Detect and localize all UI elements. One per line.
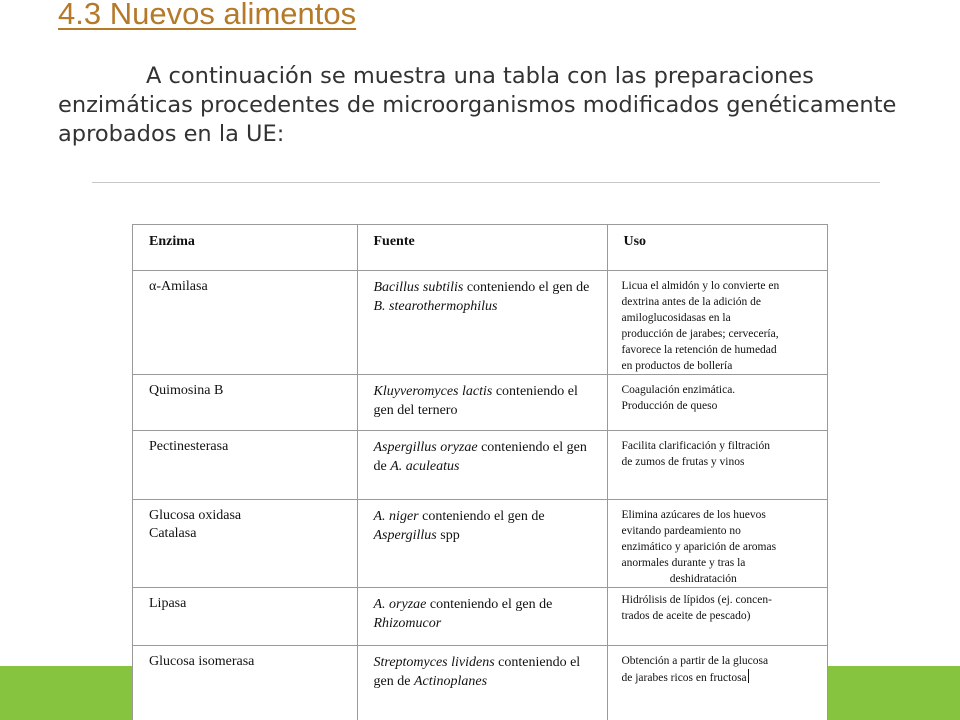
- table-header-row: [133, 225, 828, 270]
- use-line: en productos de bollería: [621, 359, 733, 372]
- source-gene: B. stearothermophilus: [373, 298, 498, 314]
- enzyme-cell: [133, 587, 357, 645]
- enzyme-name: Pectinesterasa: [149, 438, 229, 454]
- source-organism: Aspergillus oryzae: [373, 439, 478, 455]
- use-line: de zumos de frutas y vinos: [621, 455, 745, 468]
- table-row: [133, 374, 828, 430]
- use-line: evitando pardeamiento no: [621, 524, 741, 537]
- use-cell: [607, 270, 828, 374]
- divider-line: [92, 182, 880, 183]
- use-line: Hidrólisis de lípidos (ej. concen-: [621, 593, 772, 606]
- header-enzima: Enzima: [133, 225, 357, 270]
- use-line: anormales durante y tras la: [621, 556, 746, 569]
- enzyme-name: Lipasa: [149, 595, 187, 611]
- footer-accent-bar-left: [0, 666, 134, 720]
- enzyme-table: [133, 225, 828, 720]
- source-cell: [357, 270, 607, 374]
- enzyme-name: Quimosina B: [149, 382, 224, 398]
- source-cell: [357, 430, 607, 499]
- use-line: Coagulación enzimática.: [621, 383, 736, 396]
- use-cell: [607, 587, 828, 645]
- source-gene: Actinoplanes: [413, 673, 488, 689]
- source-cell: [357, 587, 607, 645]
- source-cell: [357, 645, 607, 720]
- use-line: producción de jarabes; cervecería,: [621, 327, 779, 340]
- use-line: Producción de queso: [621, 399, 718, 412]
- use-line: favorece la retención de humedad: [621, 343, 777, 356]
- use-line: [622, 669, 826, 686]
- table-row: [133, 270, 828, 374]
- use-line: Licua el almidón y lo convierte en: [621, 279, 780, 292]
- table-row: [133, 587, 828, 645]
- use-line: deshidratación: [669, 572, 737, 585]
- text-cursor-icon: [748, 669, 749, 683]
- source-text: conteniendo el gen de: [418, 508, 545, 524]
- source-organism: Bacillus subtilis: [373, 279, 464, 295]
- header-uso: Uso: [607, 225, 828, 270]
- table-row: [133, 499, 828, 587]
- use-line: Obtención a partir de la glucosa: [621, 654, 769, 667]
- header-fuente: Fuente: [357, 225, 607, 270]
- source-text: conteniendo el gen de: [426, 596, 553, 612]
- table-row: [133, 430, 828, 499]
- enzyme-name: Glucosa isomerasa: [149, 653, 255, 669]
- use-line: Facilita clarificación y filtración: [621, 439, 770, 452]
- source-gene: Rhizomucor: [373, 615, 442, 631]
- use-cell: [607, 499, 828, 587]
- source-organism: A. niger: [373, 508, 419, 524]
- source-text: spp: [436, 527, 460, 543]
- source-text: conteniendo el gen del ternero: [373, 383, 578, 418]
- footer-accent-bar-right: [828, 666, 960, 720]
- slide-title: 4.3 Nuevos alimentos: [58, 0, 357, 31]
- use-line: Elimina azúcares de los huevos: [621, 508, 766, 521]
- table-row: [133, 645, 828, 720]
- source-organism: A. oryzae: [373, 596, 427, 612]
- use-line: amiloglucosidasas en la: [621, 311, 731, 324]
- enzyme-name: Glucosa oxidasa: [149, 507, 242, 523]
- use-line-text: de jarabes ricos en fructosa: [621, 671, 747, 684]
- enzyme-name: Catalasa: [149, 525, 197, 541]
- enzyme-cell: [133, 270, 357, 374]
- source-gene: A. aculeatus: [390, 458, 460, 474]
- enzyme-cell: [133, 499, 357, 587]
- use-cell: [607, 430, 828, 499]
- source-cell: [357, 374, 607, 430]
- use-cell: [607, 374, 828, 430]
- source-gene: Aspergillus: [373, 527, 437, 543]
- source-organism: Streptomyces lividens: [373, 654, 495, 670]
- use-line: trados de aceite de pescado): [621, 609, 751, 622]
- intro-paragraph: A continuación se muestra una tabla con las preparaciones enzimáticas procedentes de microorganismos modificados genéticamente aprobados en la UE:: [58, 63, 897, 147]
- enzyme-name: α-Amilasa: [149, 278, 208, 294]
- enzyme-cell: [133, 374, 357, 430]
- source-text: conteniendo el gen de: [463, 279, 590, 295]
- source-text: conteniendo el gen de: [373, 654, 581, 689]
- use-line: dextrina antes de la adición de: [621, 295, 762, 308]
- enzyme-cell: [133, 430, 357, 499]
- enzyme-table-image: [132, 224, 828, 720]
- enzyme-cell: [133, 645, 357, 720]
- use-line: enzimático y aparición de aromas: [621, 540, 777, 553]
- source-text: conteniendo el gen de: [373, 439, 587, 474]
- source-organism: Kluyveromyces lactis: [373, 383, 493, 399]
- use-cell: [607, 645, 828, 720]
- source-cell: [357, 499, 607, 587]
